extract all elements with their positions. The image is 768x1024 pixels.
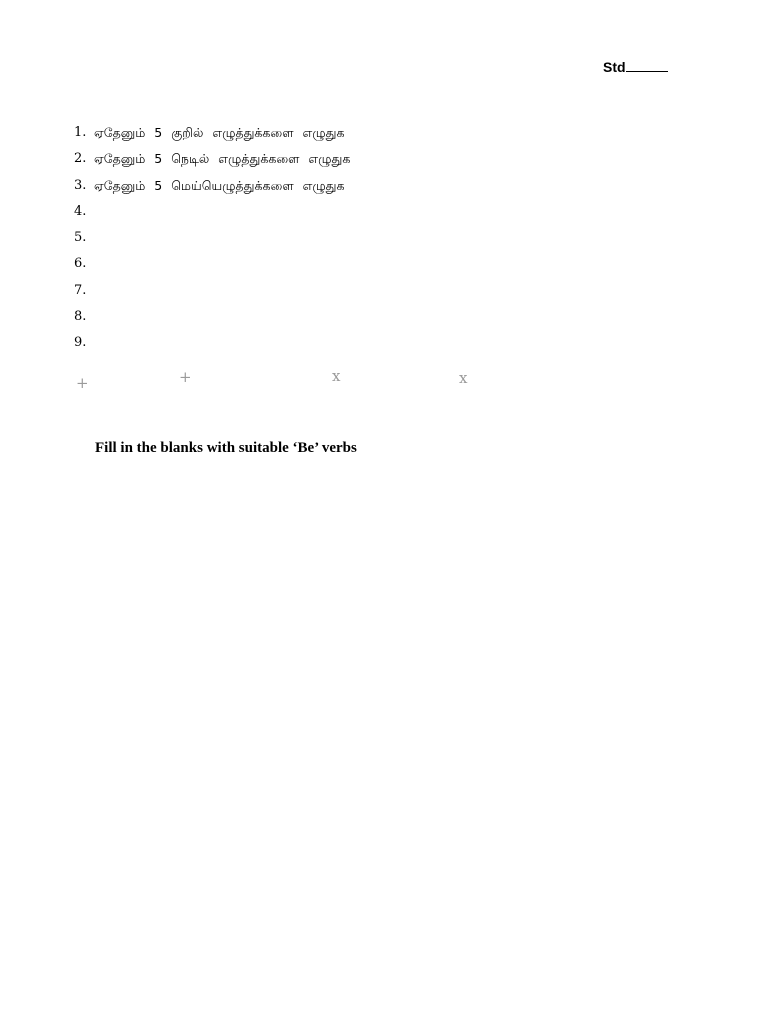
- question-number: 6.: [74, 256, 87, 272]
- std-field: [603, 59, 668, 75]
- question-item: [74, 334, 350, 360]
- question-item: [74, 150, 350, 176]
- plus-mark: +: [76, 374, 89, 392]
- std-blank-line: [626, 59, 668, 72]
- question-item: [74, 124, 350, 150]
- x-mark: x: [332, 367, 341, 385]
- question-number: 5.: [74, 230, 87, 246]
- std-label-text: Std: [603, 59, 626, 75]
- question-item: [74, 177, 350, 203]
- question-text: ஏதேனும் 5 மெய்யெழுத்துக்களை எழுதுக: [94, 177, 345, 193]
- question-number: 4.: [74, 203, 87, 219]
- question-list: [74, 124, 350, 361]
- question-number: 2.: [74, 151, 87, 167]
- question-item: [74, 229, 350, 255]
- question-item: [74, 255, 350, 281]
- question-number: 7.: [74, 282, 87, 298]
- question-item: [74, 203, 350, 229]
- question-item: [74, 308, 350, 334]
- question-item: [74, 282, 350, 308]
- question-number: 3.: [74, 177, 87, 193]
- x-mark: x: [459, 369, 468, 387]
- question-number: 1.: [74, 125, 87, 140]
- question-number: 8.: [74, 309, 87, 325]
- question-number: 9.: [74, 335, 87, 351]
- section-heading: Fill in the blanks with suitable ‘Be’ verbs: [95, 440, 357, 456]
- question-text: ஏதேனும் 5 நெடில் எழுத்துக்களை எழுதுக: [94, 151, 351, 167]
- question-text: ஏதேனும் 5 குறில் எழுத்துக்களை எழுதுக: [94, 125, 345, 140]
- plus-mark: +: [179, 368, 192, 386]
